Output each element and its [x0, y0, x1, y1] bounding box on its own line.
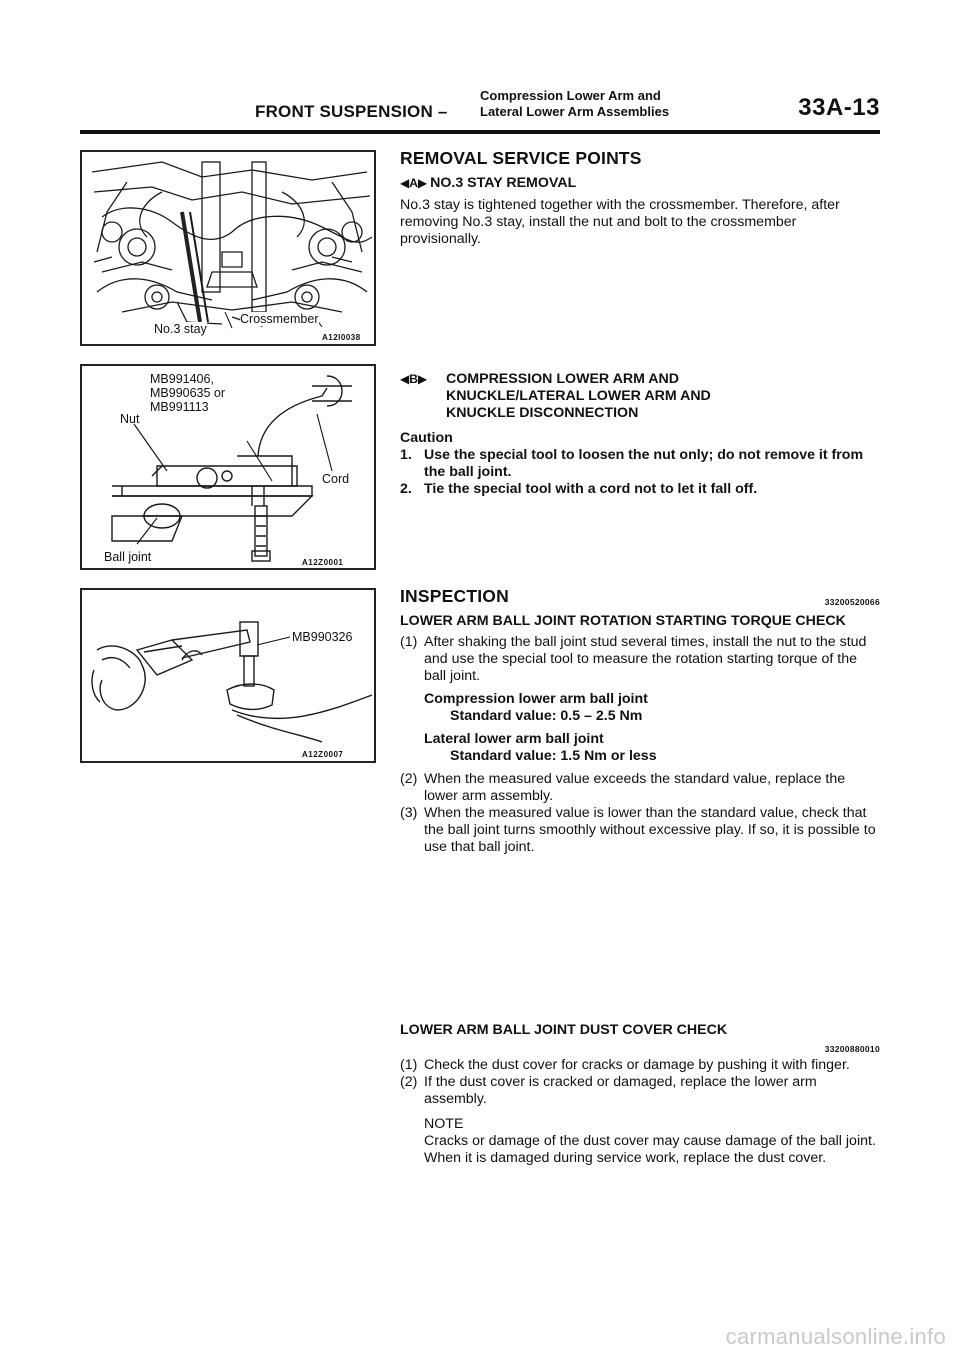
check1-item-2-num: (2)	[400, 771, 418, 787]
caution-item-1-num: 1.	[400, 447, 412, 463]
suspension-illustration	[82, 152, 376, 346]
label-nut: Nut	[120, 412, 140, 426]
check1-item-3-num: (3)	[400, 805, 418, 821]
label-no3-stay: No.3 stay	[154, 322, 207, 336]
check1-item-3	[400, 805, 880, 856]
torque-wrench-illustration	[82, 590, 376, 763]
figure-torque-check	[80, 588, 376, 763]
check2-item-1-text: Check the dust cover for cracks or damage by pushing it with finger.	[424, 1057, 850, 1073]
page-header	[80, 88, 880, 128]
section-subtitle	[480, 88, 669, 120]
check2-item-1-num: (1)	[400, 1057, 418, 1073]
spec2-label: Lateral lower arm ball joint	[424, 731, 604, 747]
inspection-heading	[400, 588, 880, 607]
ball-joint-tool-illustration	[82, 366, 376, 570]
check2-item-2	[400, 1074, 880, 1108]
figure-code: A12Z0007	[302, 750, 344, 759]
note-text: Cracks or damage of the dust cover may cause damage of the ball joint. When it is damaged during service work, replace the dust cover.	[424, 1133, 876, 1166]
label-cord: Cord	[322, 472, 350, 486]
inspection-section	[400, 588, 880, 856]
spec1-value: Standard value: 0.5 – 2.5 Nm	[450, 708, 643, 724]
check1-item-3-text: When the measured value is lower than the standard value, check that the ball joint turns smoothly without excessive play. If so, it is possible to use that ball joint.	[424, 805, 876, 855]
spec1-label: Compression lower arm ball joint	[424, 691, 648, 707]
figure-no3-stay	[80, 150, 376, 346]
check2-title: LOWER ARM BALL JOINT DUST COVER CHECK	[400, 1022, 728, 1038]
caution-item-2-num: 2.	[400, 481, 412, 497]
spec2-value: Standard value: 1.5 Nm or less	[450, 748, 657, 764]
removal-b-title-2: KNUCKLE/LATERAL LOWER ARM AND	[446, 388, 711, 404]
check2-item-2-text: If the dust cover is cracked or damaged, replace the lower arm assembly.	[424, 1074, 817, 1107]
caution-item-1	[400, 447, 880, 481]
marker-a-icon: ◀A▶	[400, 176, 428, 190]
figure-special-tool-cord	[80, 364, 376, 570]
removal-title: REMOVAL SERVICE POINTS	[400, 148, 642, 168]
subtitle-line-2: Lateral Lower Arm Assemblies	[480, 104, 670, 119]
removal-b-section	[400, 371, 880, 498]
check2-code: 33200880010	[824, 1044, 880, 1054]
removal-b-heading	[400, 371, 880, 422]
section-title: FRONT SUSPENSION –	[255, 102, 448, 121]
check2-item-2-num: (2)	[400, 1074, 418, 1090]
caution-item-2-text: Tie the special tool with a cord not to let it fall off.	[424, 481, 758, 497]
check1-title: LOWER ARM BALL JOINT ROTATION STARTING TORQUE CHECK	[400, 613, 846, 629]
check1-item-2-text: When the measured value exceeds the standard value, replace the lower arm assembly.	[424, 771, 846, 804]
caution-item-1-text: Use the special tool to loosen the nut only; do not remove it from the ball joint.	[424, 447, 864, 480]
check1-item-1-num: (1)	[400, 634, 418, 650]
removal-b-title-1: COMPRESSION LOWER ARM AND	[446, 371, 680, 387]
label-special-tool: MB990326	[292, 630, 353, 644]
check1-item-2	[400, 771, 880, 805]
removal-section	[400, 150, 880, 248]
figure-code: A12Z0001	[302, 558, 344, 567]
header-rule	[80, 130, 880, 134]
label-ball-joint: Ball joint	[104, 550, 152, 564]
check1-item-1	[400, 634, 880, 685]
label-special-tools: MB991406, MB990635 or MB991113	[150, 372, 226, 414]
figure-code: A12I0038	[322, 333, 361, 342]
subtitle-line-1: Compression Lower Arm and	[480, 88, 661, 103]
caution-label: Caution	[400, 430, 453, 446]
page-number: 33A-13	[798, 94, 880, 121]
dust-cover-section	[400, 1022, 880, 1167]
removal-a-heading	[400, 175, 880, 192]
check1-item-1-text: After shaking the ball joint stud several times, install the nut to the stud and use the special tool to measure the rotation starting torque of the ball joint.	[424, 634, 867, 684]
label-crossmember: Crossmember	[240, 312, 319, 326]
marker-b-icon: ◀B▶	[400, 372, 428, 386]
check2-code-row	[400, 1039, 880, 1053]
removal-b-title-3: KNUCKLE DISCONNECTION	[446, 405, 639, 421]
removal-a-title: NO.3 STAY REMOVAL	[430, 175, 577, 191]
check2-item-1	[400, 1057, 880, 1074]
caution-item-2	[400, 481, 880, 498]
removal-a-text: No.3 stay is tightened together with the crossmember. Therefore, after removing No.3 stay, install the nut and bolt to the crossmember provisionally.	[400, 197, 840, 247]
inspection-code: 33200520066	[824, 597, 880, 607]
watermark: carmanualsonline.info	[725, 1324, 946, 1349]
inspection-title: INSPECTION	[400, 586, 509, 606]
note-label: NOTE	[424, 1116, 464, 1132]
